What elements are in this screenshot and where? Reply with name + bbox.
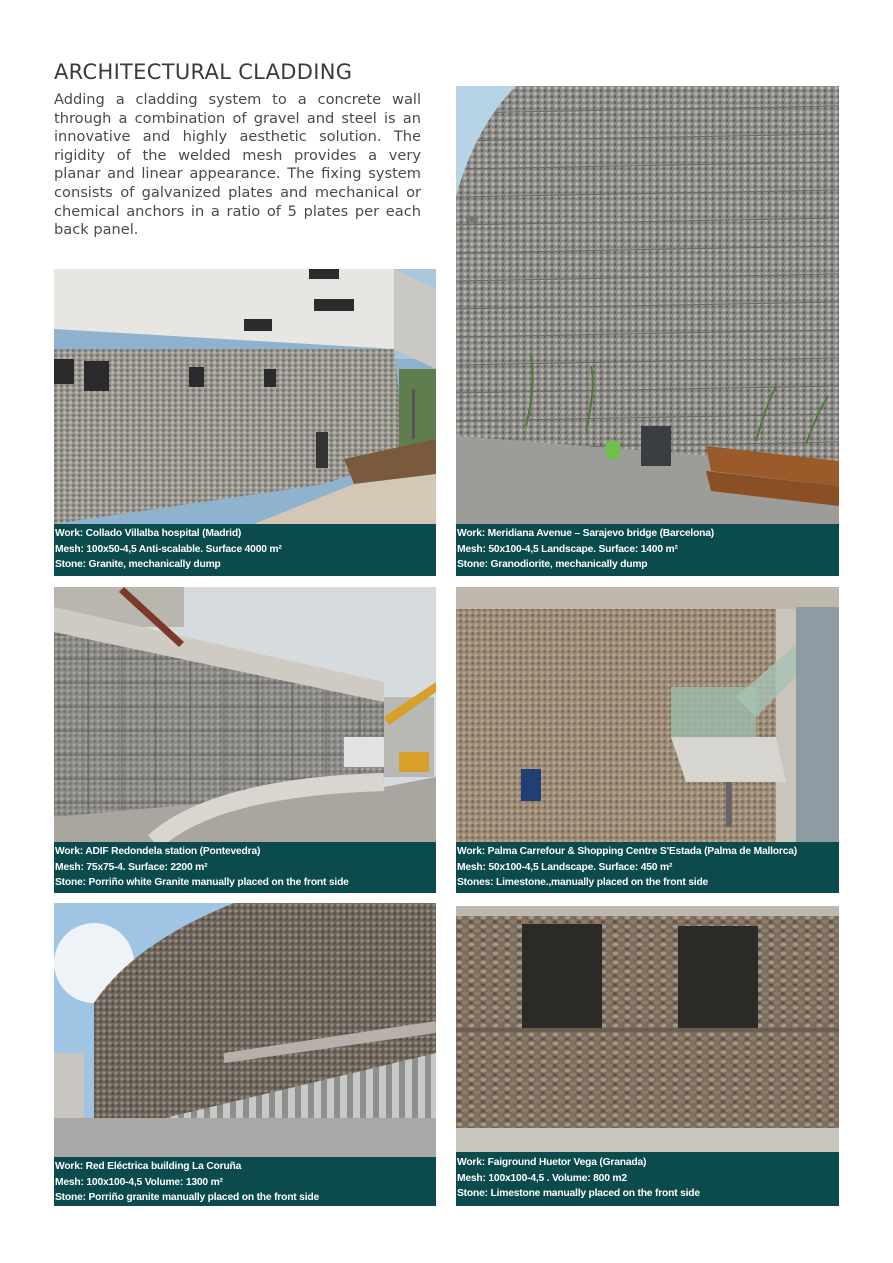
page-title: ARCHITECTURAL CLADDING — [54, 60, 353, 84]
project-caption — [456, 524, 839, 576]
project-mesh: Mesh: 100x50-4,5 Anti-scalable. Surface 4000 m² — [55, 543, 282, 555]
project-work: Work: Palma Carrefour & Shopping Centre S'Estada (Palma de Mallorca) — [457, 846, 797, 857]
project-caption — [54, 842, 436, 893]
project-card-adif-redondela — [54, 587, 436, 893]
project-work: Work: Collado Villalba hospital (Madrid) — [55, 528, 242, 539]
project-stone: Stone: Porriño granite manually placed on the front side — [55, 1192, 319, 1203]
project-work: Work: Meridiana Avenue – Sarajevo bridge (Barcelona) — [457, 528, 715, 539]
project-card-meridiana — [456, 86, 839, 576]
project-card-palma-carrefour — [456, 587, 839, 893]
project-mesh: Mesh: 100x100-4,5 . Volume: 800 m2 — [457, 1172, 627, 1184]
project-card-red-electrica — [54, 903, 436, 1206]
project-mesh: Mesh: 75x75-4. Surface: 2200 m² — [55, 861, 208, 873]
project-stone: Stone: Granite, mechanically dump — [55, 559, 221, 570]
project-stone: Stones: Limestone.,manually placed on the front side — [457, 877, 709, 888]
project-stone: Stone: Porriño white Granite manually placed on the front side — [55, 877, 349, 888]
project-work: Work: Faiground Huetor Vega (Granada) — [457, 1157, 647, 1168]
project-caption — [54, 1157, 436, 1206]
photo-red-electrica-building — [54, 903, 436, 1157]
project-work: Work: Red Eléctrica building La Coruña — [55, 1161, 242, 1172]
project-caption — [54, 524, 436, 576]
photo-meridiana-avenue — [456, 86, 839, 524]
project-mesh: Mesh: 50x100-4,5 Landscape. Surface: 1400 m² — [457, 543, 678, 555]
project-card-collado-villalba — [54, 269, 436, 576]
project-caption — [456, 842, 839, 893]
photo-huetor-vega-fairground — [456, 906, 839, 1152]
project-mesh: Mesh: 50x100-4,5 Landscape. Surface: 450 m² — [457, 861, 673, 873]
project-caption — [456, 1152, 839, 1206]
photo-palma-carrefour — [456, 587, 839, 842]
project-stone: Stone: Limestone manually placed on the front side — [457, 1188, 700, 1199]
project-work: Work: ADIF Redondela station (Pontevedra) — [55, 846, 261, 857]
photo-collado-villalba-hospital — [54, 269, 436, 524]
photo-adif-redondela-station — [54, 587, 436, 842]
intro-paragraph: Adding a cladding system to a concrete wall through a combination of gravel and steel is an innovative and highly aesthetic solution. The rigidity of the welded mesh provides a very planar and linear appearance. The fixing system consists of galvanized plates and mechanical or chemical anchors in a ratio of 5 plates per each back panel. — [54, 91, 421, 239]
project-stone: Stone: Granodiorite, mechanically dump — [457, 559, 648, 570]
project-mesh: Mesh: 100x100-4,5 Volume: 1300 m² — [55, 1176, 223, 1188]
project-card-huetor-vega — [456, 906, 839, 1206]
